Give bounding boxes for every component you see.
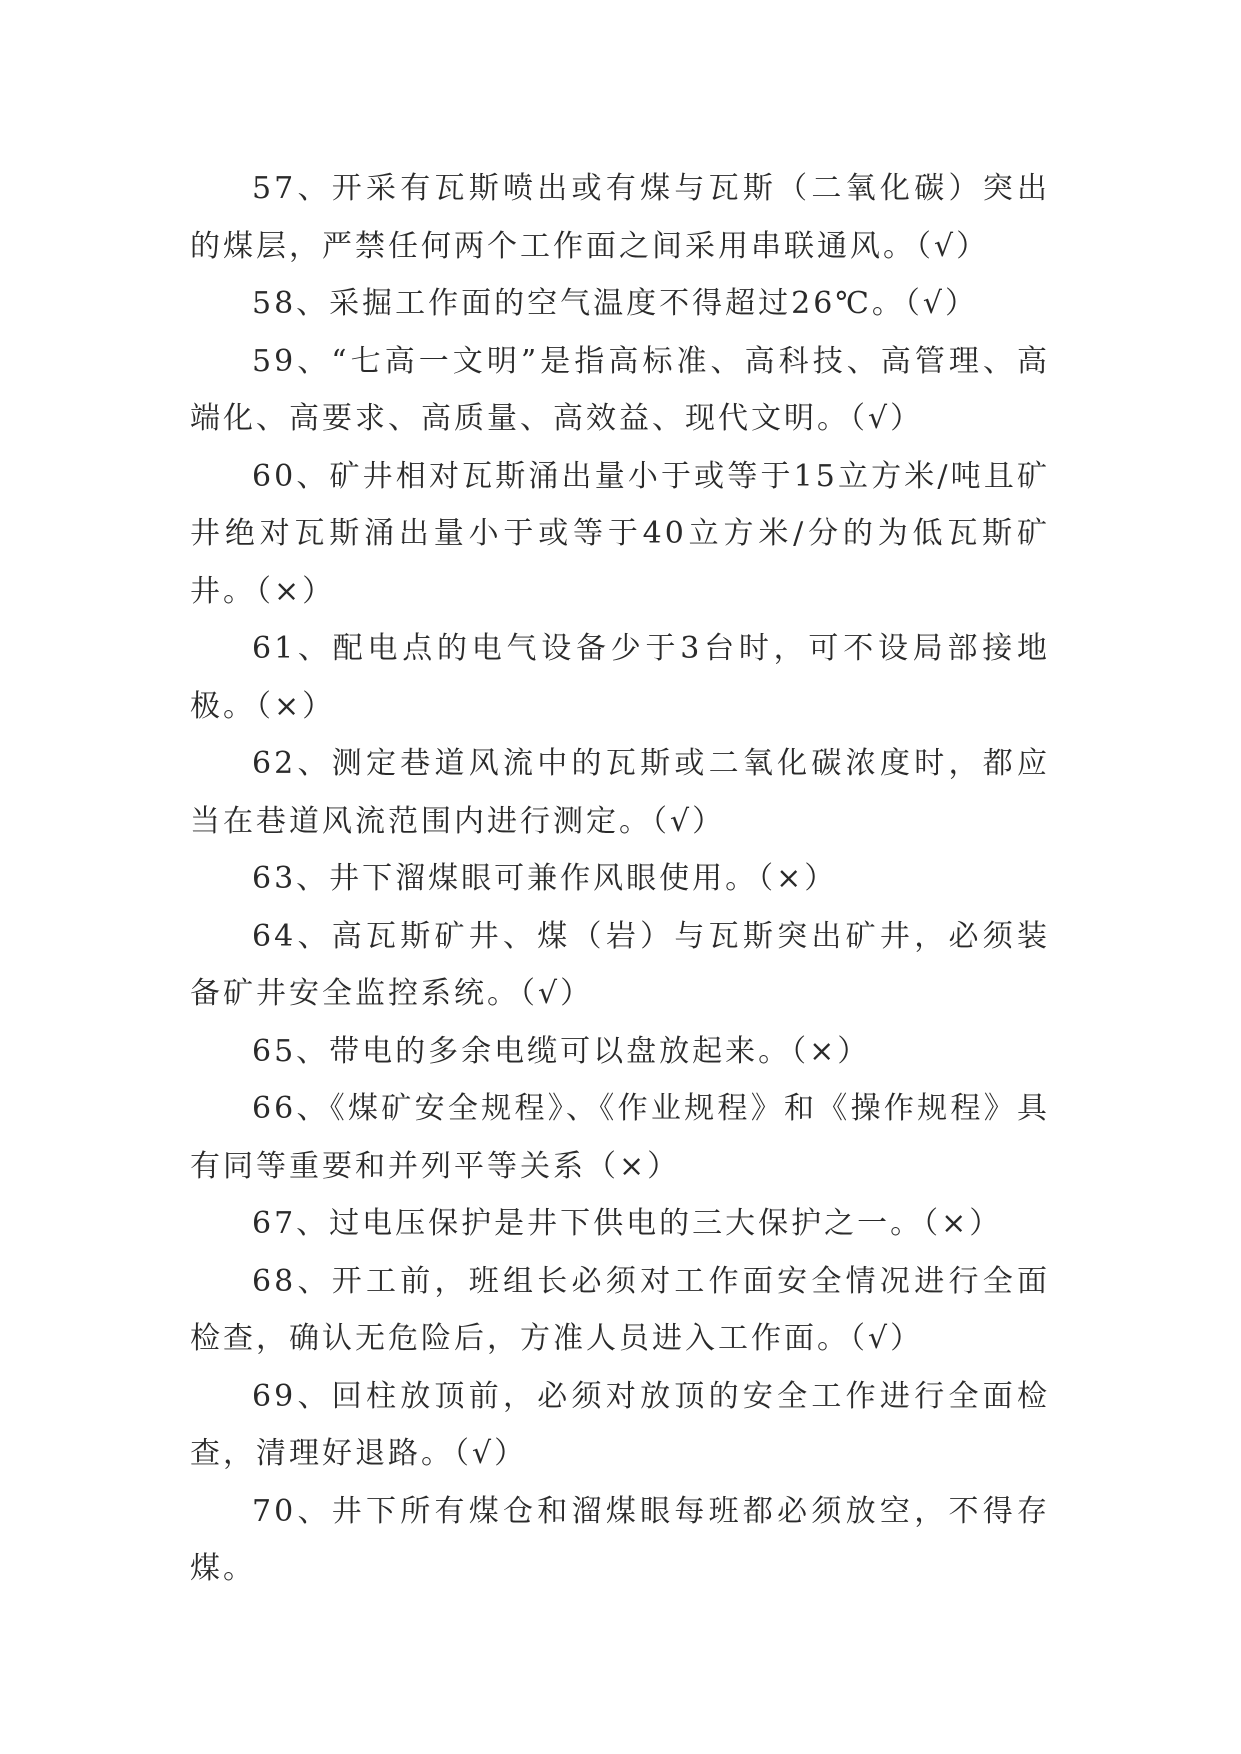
question-list [190,160,1050,1598]
question-57: 57、开采有瓦斯喷出或有煤与瓦斯（二氧化碳）突出的煤层，严禁任何两个工作面之间采用串联通风。（√） [190,171,1050,264]
question-70: 70、井下所有煤仓和溜煤眼每班都必须放空，不得存煤。 [190,1493,1050,1586]
question-67: 67、过电压保护是井下供电的三大保护之一。（×） [252,1206,1003,1241]
question-61: 61、配电点的电气设备少于3台时，可不设局部接地极。（×） [190,631,1050,724]
question-68: 68、开工前，班组长必须对工作面安全情况进行全面检查，确认无危险后，方准人员进入工作面。（√） [190,1263,1050,1356]
question-66: 66、《煤矿安全规程》、《作业规程》和《操作规程》具有同等重要和并列平等关系（×） [190,1091,1050,1184]
question-60: 60、矿井相对瓦斯涌出量小于或等于15立方米/吨且矿井绝对瓦斯涌出量小于或等于40立方米/分的为低瓦斯矿井。（×） [190,458,1050,609]
question-63: 63、井下溜煤眼可兼作风眼使用。（×） [252,861,838,896]
question-59: 59、“七高一文明”是指高标准、高科技、高管理、高端化、高要求、高质量、高效益、现代文明。（√） [190,343,1050,436]
question-69: 69、回柱放顶前，必须对放顶的安全工作进行全面检查，清理好退路。（√） [190,1378,1050,1471]
question-58: 58、采掘工作面的空气温度不得超过26℃。（√） [252,286,979,321]
question-62: 62、测定巷道风流中的瓦斯或二氧化碳浓度时，都应当在巷道风流范围内进行测定。（√） [190,746,1050,839]
question-64: 64、高瓦斯矿井、煤（岩）与瓦斯突出矿井，必须装备矿井安全监控系统。（√） [190,918,1050,1011]
question-65: 65、带电的多余电缆可以盘放起来。（×） [252,1033,871,1069]
